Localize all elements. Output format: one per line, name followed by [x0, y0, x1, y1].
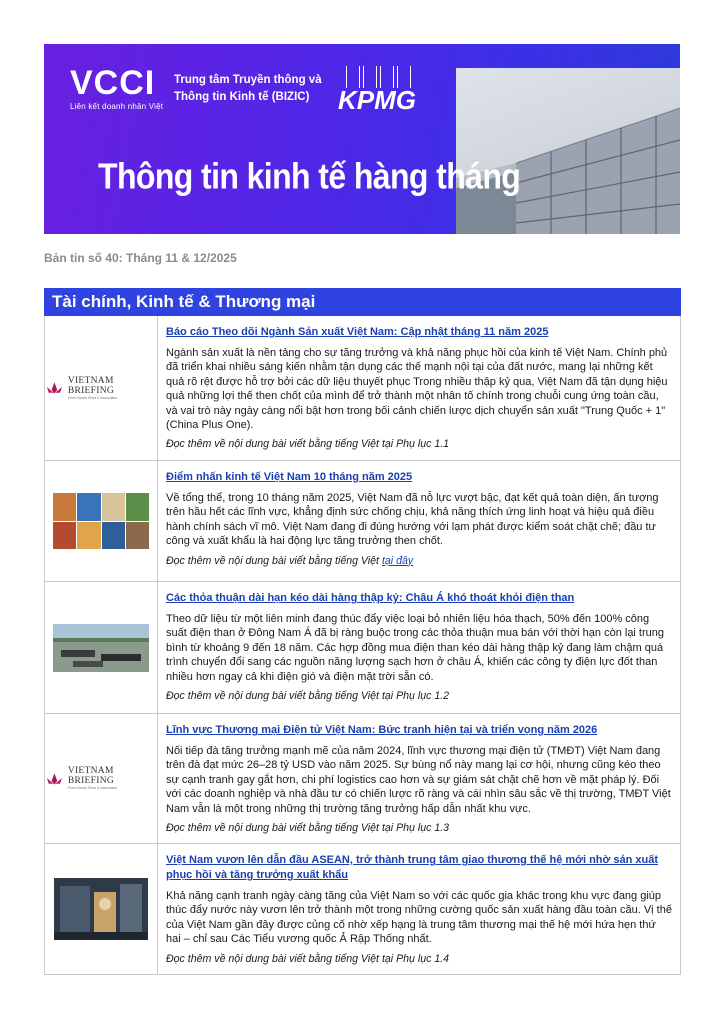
economy-collage-image [53, 493, 149, 549]
lotus-icon [45, 772, 64, 786]
article-title-link[interactable]: Việt Nam vươn lên dẫn đầu ASEAN, trở thành trung tâm giao thương thế hệ mới nhờ sản xuất phục hồi và tăng trưởng xuất khẩu [166, 854, 659, 881]
articles-table [44, 316, 681, 975]
coal-barge-image [53, 624, 149, 672]
factory-image [54, 878, 148, 940]
kpmg-logo [332, 66, 416, 115]
article-row [45, 714, 680, 844]
kpmg-wordmark: KPMG [338, 85, 416, 115]
article-title-link[interactable]: Lĩnh vực Thương mại Điện tử Việt Nam: Bức tranh hiện tại và triển vọng năm 2026 [166, 724, 598, 736]
article-thumbnail [45, 582, 158, 713]
article-row [45, 582, 680, 714]
header-banner [44, 44, 680, 234]
article-row [45, 461, 680, 582]
article-title-link[interactable]: Các thỏa thuận dài hạn kéo dài hàng thập kỷ: Châu Á khó thoát khỏi điện than [166, 592, 575, 604]
read-more-text: Đọc thêm về nội dung bài viết bằng tiếng Việt tại Phụ lục 1.3 [166, 822, 450, 835]
read-more-text: Đọc thêm về nội dung bài viết bằng tiếng Việt tại đây [166, 554, 414, 567]
vcci-logo [70, 66, 163, 111]
article-title-link[interactable]: Báo cáo Theo dõi Ngành Sản xuất Việt Nam: Cập nhật tháng 11 năm 2025 [166, 326, 549, 338]
banner-title: Thông tin kinh tế hàng tháng [98, 156, 521, 197]
article-body: Theo dữ liệu từ một liên minh đang thúc đẩy việc loại bỏ nhiên liệu hóa thạch, 50% đến 100% công suất điện than ở Đông Nam Á đã bị ràng buộc trong các thỏa thuận mua bán với thời hạn còn lại trung bình từ khoảng 9 đến 18 năm. Các hợp đồng mua điện than kéo dài hàng thập kỷ đang làm chậm quá trình chuyển đổi sang các nguồn năng lượng sạch hơn ở châu Á, khiến các công ty điện lực đốt than nhiều hơn ngay cả khi điện gió và điện mặt trời sẵn có. [166, 613, 665, 683]
article-row [45, 316, 680, 461]
section-header: Tài chính, Kinh tế & Thương mại [44, 288, 681, 316]
vcci-tagline: Liên kết doanh nhân Việt [70, 102, 164, 111]
article-body: Nối tiếp đà tăng trưởng mạnh mẽ của năm 2024, lĩnh vực thương mại điện tử (TMĐT) Việt Nam đang trên đà đạt mức 26–28 tỷ USD vào năm 2025. Sự bùng nổ này mang lại cơ hội, nhưng cũng kéo theo sự cạnh tranh gay gắt hơn, chi phí logistics cao hơn và sự giám sát chặt chẽ hơn về mặt pháp lý. Đối với các doanh nghiệp và nhà đầu tư có chiến lược rõ ràng và cái nhìn sâu sắc về thị trường, TMĐT Việt Nam vẫn là một trong những thị trường tăng trưởng hấp dẫn nhất khu vực. [166, 745, 671, 815]
article-thumbnail [45, 844, 158, 974]
vietnam-briefing-logo: VIETNAM BRIEFING From Dezan Shira & Associates [45, 376, 157, 401]
vietnam-briefing-logo: VIETNAM BRIEFING From Dezan Shira & Associates [45, 766, 157, 791]
read-more-text: Đọc thêm về nội dung bài viết bằng tiếng Việt tại Phụ lục 1.4 [166, 952, 450, 965]
article-thumbnail [45, 316, 158, 460]
issue-label: Bản tin số 40: Tháng 11 & 12/2025 [44, 251, 237, 265]
read-more-text: Đọc thêm về nội dung bài viết bằng tiếng Việt tại Phụ lục 1.1 [166, 438, 450, 451]
vcci-wordmark: VCCI [70, 64, 156, 102]
article-body: Về tổng thể, trong 10 tháng năm 2025, Việt Nam đã nỗ lực vượt bậc, đạt kết quả toàn diện, ấn tượng trên hầu hết các lĩnh vực, khẳng định sức chống chịu, khả năng thích ứng linh hoạt và hiệu quả điều hành chính sách vĩ mô. Việt Nam đang đi đúng hướng với lạm phát được kiểm soát chặt chẽ; đầu tư công và xuất khẩu là hai động lực tăng trưởng then chốt. [166, 492, 659, 548]
article-row [45, 844, 680, 975]
building-image [456, 68, 680, 234]
article-title-link[interactable]: Điểm nhấn kinh tế Việt Nam 10 tháng năm 2025 [166, 471, 413, 483]
article-body: Khả năng cạnh tranh ngày càng tăng của Việt Nam so với các quốc gia khác trong khu vực đang giúp thúc đẩy nước này vươn lên trở thành một trong những cường quốc sản xuất hàng đầu toàn cầu. Vị thế của Việt Nam gần đây được củng cố nhờ xếp hạng là trung tâm thương mại thế hệ mới hứa hẹn thứ hai – chỉ sau Các Tiểu vương quốc Ả Rập Thống nhất. [166, 890, 672, 946]
article-body: Ngành sản xuất là nền tảng cho sự tăng trưởng và khả năng phục hồi của kinh tế Việt Nam. Chính phủ đã triển khai nhiều sáng kiến nhằm tận dụng các thế mạnh nội tại của đất nước, mang lại những kết quả rõ rệt được hỗ trợ bởi các dữ liệu thuyết phục Trong nhiều thập kỷ qua, Việt Nam đã tận dụng hiệu quả những lợi thế then chốt của mình để trở thành một nhân tố chính trong chuỗi cung ứng toàn cầu, và vai trò này ngày càng nổi bật hơn trong bối cảnh chiến lược dịch chuyển sản xuất "Trung Quốc + 1" (China Plus One). [166, 347, 668, 432]
read-more-link[interactable]: tại đây [381, 554, 414, 567]
lotus-icon [45, 381, 64, 395]
article-thumbnail [45, 461, 158, 581]
bizic-label: Trung tâm Truyền thông và Thông tin Kinh tế (BIZIC) [174, 74, 322, 103]
article-thumbnail [45, 714, 158, 843]
read-more-text: Đọc thêm về nội dung bài viết bằng tiếng Việt tại Phụ lục 1.2 [166, 690, 450, 703]
